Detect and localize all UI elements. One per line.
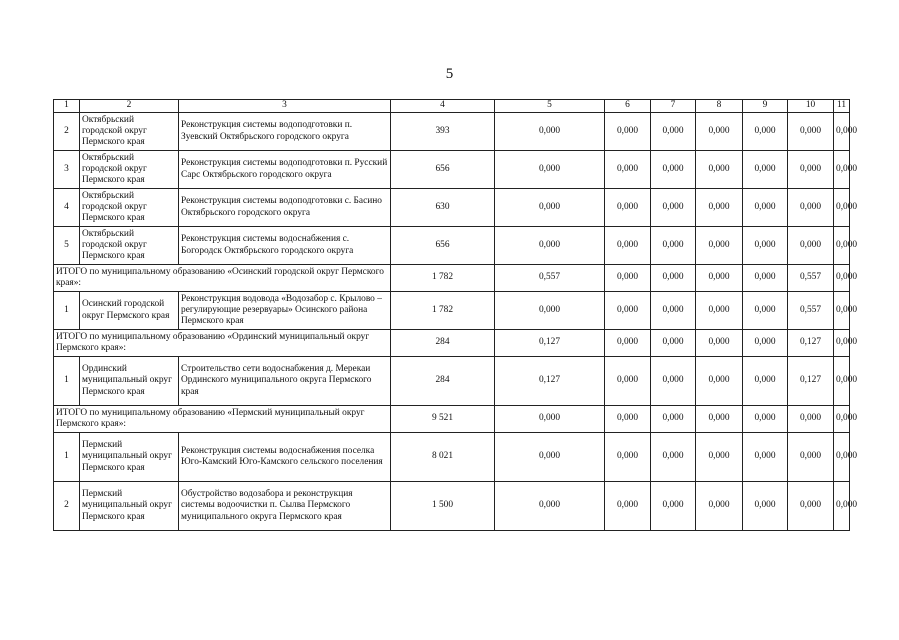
- municipality-cell: Октябрьский городской округ Пермского края: [80, 113, 179, 151]
- municipality-cell: Осинский городской округ Пермского края: [80, 292, 179, 330]
- value-cell: 0,000: [743, 406, 788, 433]
- table-row: [54, 292, 850, 330]
- value-cell: 0,000: [651, 265, 696, 292]
- value-cell: 0,000: [834, 357, 850, 406]
- value-cell: 0,000: [696, 113, 743, 151]
- value-cell: 0,000: [743, 265, 788, 292]
- value-cell: 0,000: [651, 227, 696, 265]
- value-cell: 0,000: [651, 482, 696, 531]
- value-cell: 0,000: [743, 151, 788, 189]
- value-cell: 0,000: [605, 265, 651, 292]
- value-cell: 0,000: [788, 482, 834, 531]
- value-cell: 0,000: [651, 406, 696, 433]
- value-cell: 0,000: [651, 151, 696, 189]
- value-cell: 0,000: [743, 330, 788, 357]
- value-cell: 9 521: [391, 406, 495, 433]
- header-cell: 7: [651, 100, 696, 113]
- value-cell: 0,000: [788, 151, 834, 189]
- total-row: [54, 265, 850, 292]
- value-cell: 0,000: [788, 433, 834, 482]
- header-cell: 9: [743, 100, 788, 113]
- municipality-cell: Октябрьский городской округ Пермского края: [80, 151, 179, 189]
- value-cell: 0,000: [696, 151, 743, 189]
- total-label: ИТОГО по муниципальному образованию «Осинский городской округ Пермского края»:: [54, 265, 391, 292]
- value-cell: 0,000: [834, 113, 850, 151]
- value-cell: 0,000: [605, 151, 651, 189]
- value-cell: 0,000: [788, 406, 834, 433]
- value-cell: 0,000: [834, 482, 850, 531]
- value-cell: 0,000: [495, 189, 605, 227]
- value-cell: 0,000: [605, 227, 651, 265]
- row-number: 1: [54, 357, 80, 406]
- value-cell: 0,557: [788, 292, 834, 330]
- value-cell: 284: [391, 330, 495, 357]
- value-cell: 0,000: [696, 292, 743, 330]
- table-row: [54, 433, 850, 482]
- header-row: [54, 100, 850, 113]
- municipality-cell: Ординский муниципальный округ Пермского края: [80, 357, 179, 406]
- row-number: 4: [54, 189, 80, 227]
- value-cell: 0,127: [495, 357, 605, 406]
- value-cell: 0,000: [651, 292, 696, 330]
- row-number: 1: [54, 433, 80, 482]
- data-table: [53, 99, 858, 531]
- municipality-cell: Пермский муниципальный округ Пермского края: [80, 433, 179, 482]
- municipality-cell: Октябрьский городской округ Пермского края: [80, 227, 179, 265]
- header-cell: 11: [834, 100, 850, 113]
- value-cell: 1 500: [391, 482, 495, 531]
- object-cell: Реконструкция водовода «Водозабор с. Крылово – регулирующие резервуары» Осинского района Пермского края: [179, 292, 391, 330]
- value-cell: 0,000: [495, 113, 605, 151]
- object-cell: Реконструкция системы водоснабжения поселка Юго-Камский Юго-Камского сельского поселения: [179, 433, 391, 482]
- value-cell: 0,557: [788, 265, 834, 292]
- header-cell: 10: [788, 100, 834, 113]
- value-cell: 284: [391, 357, 495, 406]
- value-cell: 0,000: [495, 227, 605, 265]
- value-cell: 0,000: [834, 227, 850, 265]
- municipality-cell: Пермский муниципальный округ Пермского края: [80, 482, 179, 531]
- row-number: 2: [54, 113, 80, 151]
- object-cell: Реконструкция системы водоподготовки п. Русский Сарс Октябрьского городского округа: [179, 151, 391, 189]
- value-cell: 0,000: [743, 292, 788, 330]
- value-cell: 0,000: [834, 292, 850, 330]
- value-cell: 0,000: [605, 433, 651, 482]
- value-cell: 0,000: [651, 330, 696, 357]
- value-cell: 0,000: [788, 113, 834, 151]
- value-cell: 0,000: [834, 151, 850, 189]
- value-cell: 656: [391, 151, 495, 189]
- value-cell: 0,000: [743, 113, 788, 151]
- value-cell: 0,000: [834, 330, 850, 357]
- value-cell: 0,000: [834, 433, 850, 482]
- value-cell: 1 782: [391, 292, 495, 330]
- row-number: 2: [54, 482, 80, 531]
- table-row: [54, 227, 850, 265]
- value-cell: 0,000: [696, 189, 743, 227]
- value-cell: 0,557: [495, 265, 605, 292]
- value-cell: 0,000: [743, 433, 788, 482]
- total-label: ИТОГО по муниципальному образованию «Пермский муниципальный округ Пермского края»:: [54, 406, 391, 433]
- value-cell: 0,000: [834, 189, 850, 227]
- value-cell: 0,000: [495, 292, 605, 330]
- table-row: [54, 151, 850, 189]
- value-cell: 0,000: [605, 406, 651, 433]
- value-cell: 0,000: [834, 406, 850, 433]
- value-cell: 0,000: [605, 330, 651, 357]
- page-number: 5: [445, 66, 454, 82]
- value-cell: 0,000: [743, 482, 788, 531]
- value-cell: 0,000: [788, 189, 834, 227]
- value-cell: 0,000: [651, 433, 696, 482]
- value-cell: 656: [391, 227, 495, 265]
- value-cell: 0,000: [605, 482, 651, 531]
- object-cell: Реконструкция системы водоподготовки п. Зуевский Октябрьского городского округа: [179, 113, 391, 151]
- table-body: [54, 100, 858, 531]
- value-cell: 0,000: [495, 433, 605, 482]
- total-row: [54, 406, 850, 433]
- value-cell: 0,000: [788, 227, 834, 265]
- value-cell: 0,127: [495, 330, 605, 357]
- value-cell: 1 782: [391, 265, 495, 292]
- value-cell: 0,127: [788, 357, 834, 406]
- header-cell: 2: [80, 100, 179, 113]
- header-cell: 5: [495, 100, 605, 113]
- value-cell: 0,127: [788, 330, 834, 357]
- value-cell: 0,000: [743, 357, 788, 406]
- value-cell: 0,000: [651, 113, 696, 151]
- table-row: [54, 357, 850, 406]
- value-cell: 393: [391, 113, 495, 151]
- object-cell: Обустройство водозабора и реконструкция системы водоочистки п. Сылва Пермского муниципального округа Пермского края: [179, 482, 391, 531]
- value-cell: 0,000: [495, 482, 605, 531]
- value-cell: 0,000: [743, 189, 788, 227]
- table-row: [54, 113, 850, 151]
- value-cell: 630: [391, 189, 495, 227]
- value-cell: 0,000: [495, 151, 605, 189]
- header-cell: 1: [54, 100, 80, 113]
- value-cell: 0,000: [605, 357, 651, 406]
- value-cell: 0,000: [651, 357, 696, 406]
- value-cell: 0,000: [743, 227, 788, 265]
- value-cell: 0,000: [495, 406, 605, 433]
- row-number: 1: [54, 292, 80, 330]
- table-row: [54, 482, 850, 531]
- municipality-cell: Октябрьский городской округ Пермского края: [80, 189, 179, 227]
- value-cell: 8 021: [391, 433, 495, 482]
- value-cell: 0,000: [651, 189, 696, 227]
- total-label: ИТОГО по муниципальному образованию «Ординский муниципальный округ Пермского края»:: [54, 330, 391, 357]
- value-cell: 0,000: [696, 482, 743, 531]
- row-number: 5: [54, 227, 80, 265]
- object-cell: Реконструкция системы водоснабжения с. Богородск Октябрьского городского округа: [179, 227, 391, 265]
- total-row: [54, 330, 850, 357]
- table-row: [54, 189, 850, 227]
- header-cell: 4: [391, 100, 495, 113]
- object-cell: Реконструкция системы водоподготовки с. Басино Октябрьского городского округа: [179, 189, 391, 227]
- value-cell: 0,000: [696, 406, 743, 433]
- value-cell: 0,000: [696, 265, 743, 292]
- value-cell: 0,000: [696, 433, 743, 482]
- value-cell: 0,000: [605, 189, 651, 227]
- row-number: 3: [54, 151, 80, 189]
- object-cell: Строительство сети водоснабжения д. Мерекаи Ординского муниципального округа Пермского края: [179, 357, 391, 406]
- header-cell: 6: [605, 100, 651, 113]
- header-cell: 8: [696, 100, 743, 113]
- value-cell: 0,000: [696, 330, 743, 357]
- header-cell: 3: [179, 100, 391, 113]
- value-cell: 0,000: [605, 113, 651, 151]
- value-cell: 0,000: [834, 265, 850, 292]
- value-cell: 0,000: [605, 292, 651, 330]
- value-cell: 0,000: [696, 227, 743, 265]
- value-cell: 0,000: [696, 357, 743, 406]
